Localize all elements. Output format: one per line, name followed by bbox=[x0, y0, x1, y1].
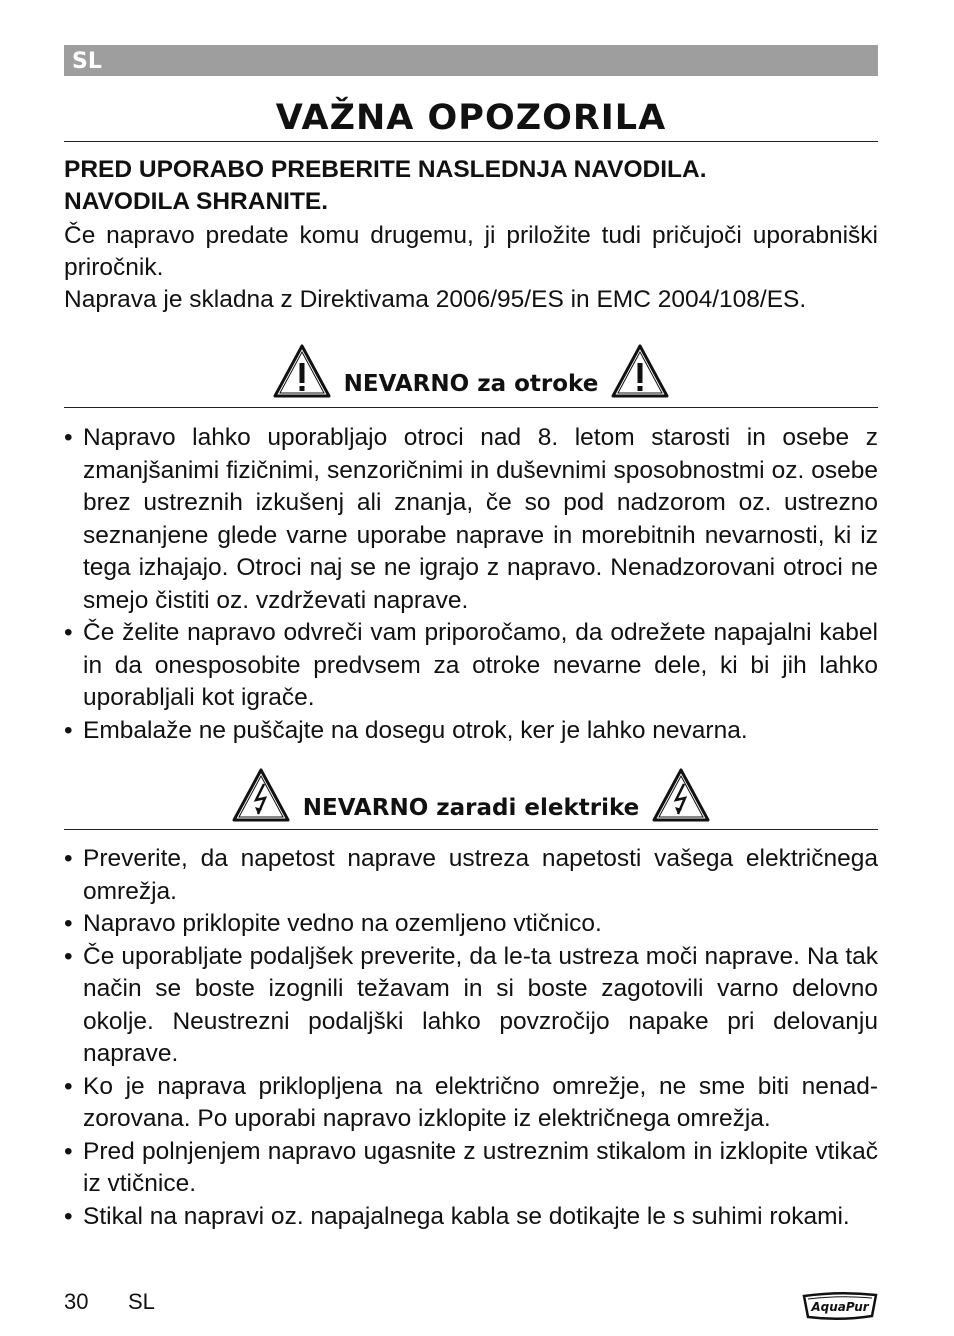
intro-bold-line-1: PRED UPORABO PREBERITE NASLEDNJA NAVODILA. bbox=[64, 156, 707, 183]
warning-lightning-icon bbox=[231, 767, 291, 823]
warning-exclamation-icon bbox=[272, 343, 332, 399]
list-item: • Ko je naprava priklopljena na električno omrežje, ne sme biti nenadzorovana. Po uporabi napravo izklopite iz električnega omrežja. bbox=[64, 1071, 878, 1136]
electric-warnings-list bbox=[64, 843, 878, 1233]
intro-paragraph-2: Naprava je skladna z Direktivama 2006/95/ES in EMC 2004/108/ES. bbox=[64, 286, 807, 313]
list-item: • Napravo priklopite vedno na ozemljeno vtičnico. bbox=[64, 908, 878, 941]
language-bar bbox=[64, 45, 878, 76]
page-number: 30 bbox=[64, 1289, 89, 1314]
list-item: • Pred polnjenjem napravo ugasnite z ustreznim stikalom in izklopite vtikač iz vtičnice. bbox=[64, 1136, 878, 1201]
list-item: • Preverite, da napetost naprave ustreza napetosti vašega električnega omrežja. bbox=[64, 843, 878, 908]
section-heading-electric bbox=[64, 767, 878, 823]
intro-paragraph-1: Če napravo predate komu drugemu, ji priložite tudi pričujoči uporabniški priročnik. bbox=[64, 222, 878, 281]
title-divider bbox=[64, 141, 878, 142]
intro-bold-line-2: NAVODILA SHRANITE. bbox=[64, 188, 329, 215]
footer-language: SL bbox=[128, 1289, 155, 1314]
section-heading-children bbox=[64, 343, 878, 399]
section-title-electric: NEVARNO zaradi elektrike bbox=[302, 795, 640, 821]
list-item: • Stikal na napravi oz. napajalnega kabla se dotikajte le s suhimi rokami. bbox=[64, 1201, 878, 1234]
language-tag: SL bbox=[72, 49, 102, 74]
page-title: VAŽNA OPOZORILA bbox=[275, 98, 667, 138]
section-divider-electric bbox=[64, 829, 878, 830]
children-warnings-list bbox=[64, 422, 878, 747]
brand-logo bbox=[800, 1290, 880, 1322]
list-item: • Napravo lahko uporabljajo otroci nad 8. letom starosti in osebe z zmanjšanimi fizičnimi, senzoričnimi in duševnimi sposobnostmi oz. osebe brez ustreznih izkušenj ali znanja, če so pod nadzorom oz. ustrezno seznanjene glede varne uporabe naprave in morebitnih nevarnosti, ki iz tega izhajajo. Otroci naj se ne igrajo z napravo. Nenadzorovani otroci ne smejo čistiti oz. vzdrževati naprave. bbox=[64, 422, 878, 617]
list-item: • Če želite napravo odvreči vam priporočamo, da odrežete napajalni kabel in da onesposobite predvsem za otroke nevarne dele, ki bi jih lahko uporabljali kot igrače. bbox=[64, 617, 878, 715]
list-item: • Embalaže ne puščajte na dosegu otrok, ker je lahko nevarna. bbox=[64, 715, 878, 748]
warning-lightning-icon bbox=[651, 767, 711, 823]
warning-exclamation-icon bbox=[610, 343, 670, 399]
section-title-children: NEVARNO za otroke bbox=[343, 371, 599, 397]
list-item: • Če uporabljate podaljšek preverite, da le-ta ustreza moči naprave. Na tak način se boste izognili težavam in si boste zagotovili varno delovno okolje. Neustrezni podaljški lahko povzročijo napake pri delovanju naprave. bbox=[64, 941, 878, 1071]
logo-text: AquaPur bbox=[811, 1300, 869, 1314]
section-divider-children bbox=[64, 407, 878, 408]
